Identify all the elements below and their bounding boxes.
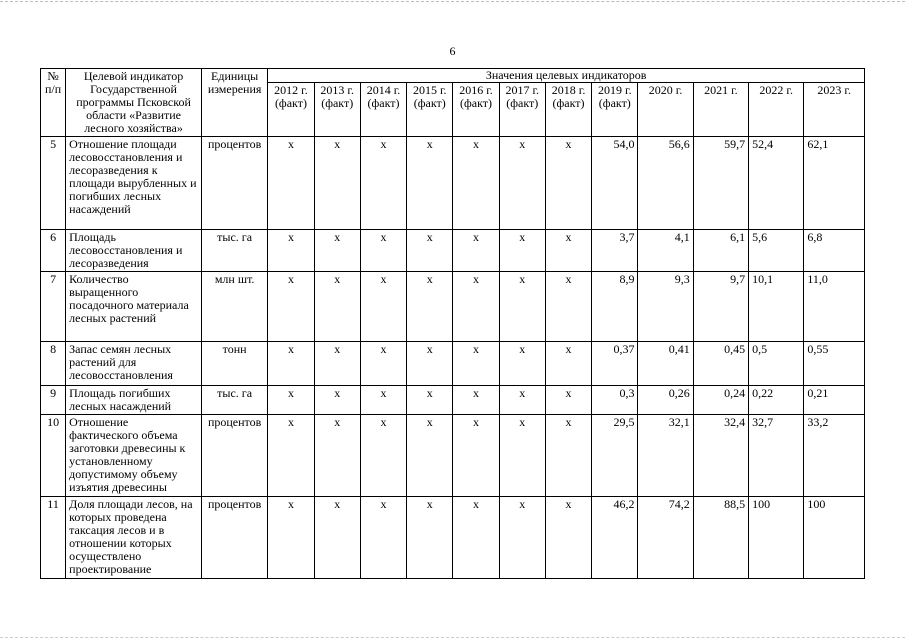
row-value: 88,5 <box>693 497 748 579</box>
row-value: x <box>268 272 314 342</box>
row-value: x <box>407 386 453 415</box>
row-value: 10,1 <box>749 272 804 342</box>
row-value: x <box>453 415 499 497</box>
row-value: 0,5 <box>749 342 804 386</box>
table-row <box>41 386 865 415</box>
row-value: x <box>314 342 360 386</box>
row-value: 100 <box>804 497 865 579</box>
row-value: x <box>545 137 591 230</box>
row-value: x <box>360 415 406 497</box>
table-row <box>41 342 865 386</box>
row-value: x <box>453 342 499 386</box>
row-indicator: Отношение площади лесовосстановления и лесоразведения к площади вырубленных и погибших лесных насаждений <box>66 137 202 230</box>
row-value: x <box>360 386 406 415</box>
row-value: x <box>499 230 545 272</box>
header-year: 2013 г. (факт) <box>314 83 360 137</box>
header-year: 2019 г. (факт) <box>592 83 638 137</box>
page-number: 6 <box>449 44 456 58</box>
row-value: x <box>453 497 499 579</box>
row-value: 32,7 <box>749 415 804 497</box>
row-units: процентов <box>201 497 267 579</box>
table-row <box>41 230 865 272</box>
row-value: x <box>268 497 314 579</box>
row-value: x <box>499 272 545 342</box>
table-row <box>41 415 865 497</box>
row-num: 7 <box>41 272 66 342</box>
row-units: млн шт. <box>201 272 267 342</box>
header-values-group: Значения целевых индикаторов <box>268 69 865 83</box>
row-units: процентов <box>201 137 267 230</box>
row-value: x <box>545 497 591 579</box>
scan-edge-top <box>0 1 905 3</box>
header-year: 2016 г. (факт) <box>453 83 499 137</box>
row-value: x <box>545 272 591 342</box>
row-units: тыс. га <box>201 230 267 272</box>
row-value: x <box>360 137 406 230</box>
row-value: x <box>499 386 545 415</box>
row-value: 0,21 <box>804 386 865 415</box>
row-value: 56,6 <box>638 137 693 230</box>
row-value: x <box>268 386 314 415</box>
row-value: 3,7 <box>592 230 638 272</box>
indicators-table <box>40 68 865 579</box>
row-value: 0,41 <box>638 342 693 386</box>
header-indicator: Целевой индикатор Государственной программы Псковской области «Развитие лесного хозяйства» <box>66 69 202 137</box>
row-value: 8,9 <box>592 272 638 342</box>
row-value: 0,26 <box>638 386 693 415</box>
table-row <box>41 137 865 230</box>
row-value: 32,4 <box>693 415 748 497</box>
row-value: x <box>314 415 360 497</box>
row-value: x <box>407 342 453 386</box>
row-value: x <box>545 342 591 386</box>
row-value: 0,55 <box>804 342 865 386</box>
header-year: 2021 г. <box>693 83 748 137</box>
row-value: 5,6 <box>749 230 804 272</box>
row-value: 9,3 <box>638 272 693 342</box>
header-row-group <box>41 69 865 83</box>
row-value: x <box>314 272 360 342</box>
row-num: 5 <box>41 137 66 230</box>
row-value: 0,37 <box>592 342 638 386</box>
row-value: x <box>545 386 591 415</box>
row-units: тыс. га <box>201 386 267 415</box>
row-value: 33,2 <box>804 415 865 497</box>
row-value: x <box>545 415 591 497</box>
row-num: 10 <box>41 415 66 497</box>
scan-edge-bottom <box>0 637 905 639</box>
header-year: 2012 г. (факт) <box>268 83 314 137</box>
row-value: x <box>453 272 499 342</box>
row-indicator: Доля площади лесов, на которых проведена таксация лесов и в отношении которых осуществлено проектирование <box>66 497 202 579</box>
table-row <box>41 497 865 579</box>
row-value: x <box>453 230 499 272</box>
row-value: x <box>499 342 545 386</box>
row-value: 0,45 <box>693 342 748 386</box>
row-value: x <box>407 137 453 230</box>
row-indicator: Количество выращенного посадочного материала лесных растений <box>66 272 202 342</box>
row-value: x <box>314 230 360 272</box>
row-value: x <box>268 342 314 386</box>
row-value: x <box>314 386 360 415</box>
row-indicator: Площадь лесовосстановления и лесоразведения <box>66 230 202 272</box>
row-value: 0,22 <box>749 386 804 415</box>
row-value: x <box>360 230 406 272</box>
row-value: x <box>268 230 314 272</box>
row-value: 100 <box>749 497 804 579</box>
row-value: x <box>499 137 545 230</box>
row-value: x <box>360 342 406 386</box>
row-value: x <box>360 497 406 579</box>
row-value: x <box>453 386 499 415</box>
row-value: 0,24 <box>693 386 748 415</box>
row-value: x <box>453 137 499 230</box>
row-value: 46,2 <box>592 497 638 579</box>
row-value: 4,1 <box>638 230 693 272</box>
row-value: 6,8 <box>804 230 865 272</box>
row-indicator: Запас семян лесных растений для лесовосстановления <box>66 342 202 386</box>
row-value: 11,0 <box>804 272 865 342</box>
row-num: 9 <box>41 386 66 415</box>
header-units: Единицы измерения <box>201 69 267 137</box>
row-value: 32,1 <box>638 415 693 497</box>
header-num: № п/п <box>41 69 66 137</box>
header-year: 2017 г. (факт) <box>499 83 545 137</box>
row-num: 8 <box>41 342 66 386</box>
row-value: x <box>499 415 545 497</box>
header-year: 2020 г. <box>638 83 693 137</box>
table-row <box>41 272 865 342</box>
row-value: 74,2 <box>638 497 693 579</box>
header-year: 2014 г. (факт) <box>360 83 406 137</box>
row-value: 59,7 <box>693 137 748 230</box>
table-body <box>41 137 865 579</box>
row-value: x <box>499 497 545 579</box>
row-value: x <box>545 230 591 272</box>
row-value: 62,1 <box>804 137 865 230</box>
row-value: x <box>314 137 360 230</box>
header-year: 2022 г. <box>749 83 804 137</box>
row-value: x <box>407 230 453 272</box>
row-units: процентов <box>201 415 267 497</box>
row-value: x <box>407 272 453 342</box>
row-value: 54,0 <box>592 137 638 230</box>
row-value: 29,5 <box>592 415 638 497</box>
row-indicator: Площадь погибших лесных насаждений <box>66 386 202 415</box>
header-year: 2023 г. <box>804 83 865 137</box>
row-value: x <box>360 272 406 342</box>
row-value: 0,3 <box>592 386 638 415</box>
row-value: x <box>268 137 314 230</box>
row-value: x <box>314 497 360 579</box>
row-units: тонн <box>201 342 267 386</box>
row-value: 9,7 <box>693 272 748 342</box>
row-value: x <box>407 415 453 497</box>
row-value: 52,4 <box>749 137 804 230</box>
header-year: 2018 г. (факт) <box>545 83 591 137</box>
row-value: x <box>407 497 453 579</box>
row-value: x <box>268 415 314 497</box>
row-num: 11 <box>41 497 66 579</box>
row-num: 6 <box>41 230 66 272</box>
header-year: 2015 г. (факт) <box>407 83 453 137</box>
row-indicator: Отношение фактического объема заготовки древесины к установленному допустимому объему изъятия древесины <box>66 415 202 497</box>
row-value: 6,1 <box>693 230 748 272</box>
